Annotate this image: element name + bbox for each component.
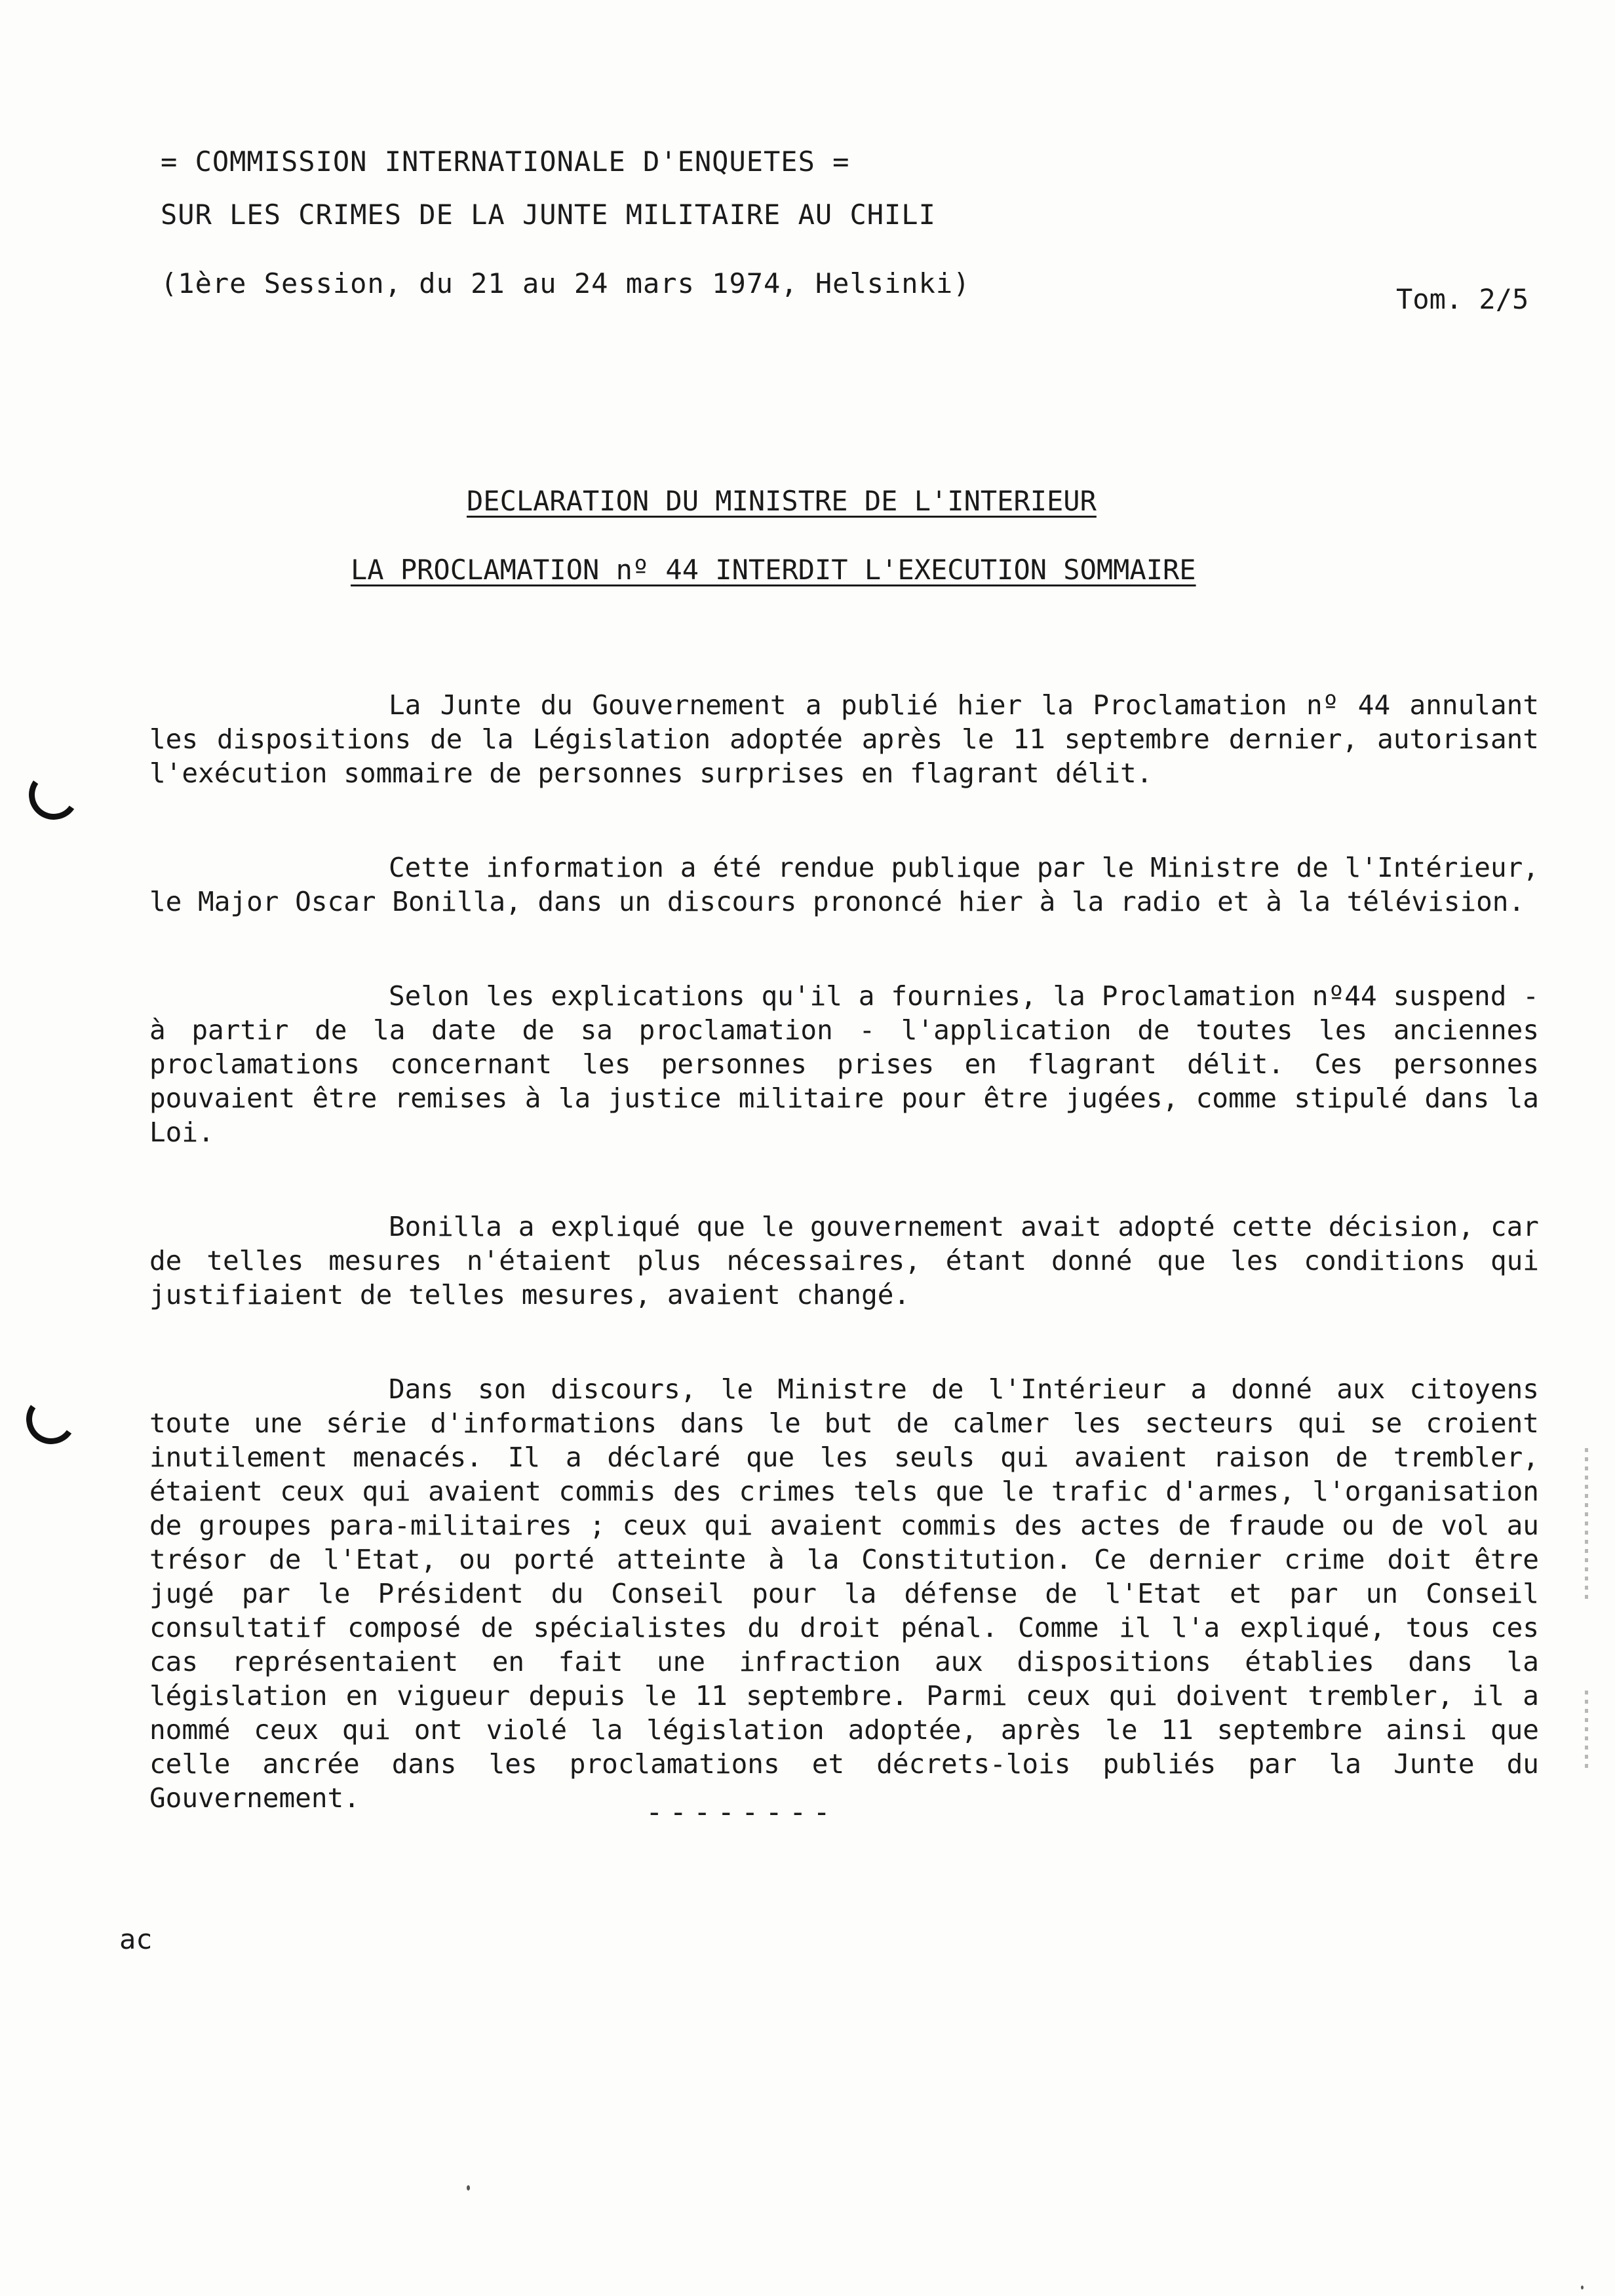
- header-line-2: SUR LES CRIMES DE LA JUNTE MILITAIRE AU CHILI: [161, 199, 936, 231]
- title-line-2: LA PROCLAMATION nº 44 INTERDIT L'EXECUTION SOMMAIRE: [351, 554, 1196, 586]
- closing-rule: --------: [646, 1795, 837, 1829]
- paragraph-3: Selon les explications qu'il a fournies, la Proclamation nº44 suspend - à partir de la date de sa proclamation - l'application de toutes les anciennes proclamations concernant les personnes prises en flagrant délit. Ces personnes pouvaient être remises à la justice militaire pour être jugées, comme stipulé dans la Loi.: [149, 980, 1539, 1148]
- body-text: [149, 688, 1539, 1875]
- typist-initials: ac: [119, 1923, 153, 1955]
- scan-edge-mark: [1585, 1691, 1588, 1769]
- paragraph-4: Bonilla a expliqué que le gouvernement avait adopté cette décision, car de telles mesures n'étaient plus nécessaires, étant donné que les conditions qui justifiaient de telles mesures, avaient changé.: [149, 1211, 1539, 1311]
- reference-number: Tom. 2/5: [1396, 283, 1529, 315]
- scan-edge-mark: [1585, 1448, 1588, 1599]
- punch-hole-mark-bottom: [22, 1390, 80, 1448]
- header-line-1: = COMMISSION INTERNATIONALE D'ENQUETES =: [161, 145, 850, 178]
- scan-speck: [467, 2185, 470, 2191]
- header-line-3: (1ère Session, du 21 au 24 mars 1974, Helsinki): [161, 267, 971, 299]
- paragraph-5: Dans son discours, le Ministre de l'Intérieur a donné aux citoyens toute une série d'informations dans le but de calmer les secteurs qui se croient inutilement menacés. Il a déclaré que les seuls qui avaient raison de trembler, étaient ceux qui avaient commis des crimes tels que le trafic d'armes, l'organisation de groupes para-militaires ; ceux qui avaient commis des actes de fraude ou de vol au trésor de l'Etat, ou porté atteinte à la Constitution. Ce dernier crime doit être jugé par le Président du Conseil pour la défense de l'Etat et par un Conseil consultatif composé de spécialistes du droit pénal. Comme il l'a expliqué, tous ces cas représentaient en fait une infraction aux dispositions établies dans la législation en vigueur depuis le 11 septembre. Parmi ceux qui doivent trembler, il a nommé ceux qui ont violé la législation adoptée, après le 11 septembre ainsi que celle ancrée dans les proclamations et décrets-lois publiés par la Junte du Gouvernement.: [149, 1373, 1539, 1814]
- scan-speck: [1581, 2286, 1584, 2289]
- title-line-1: DECLARATION DU MINISTRE DE L'INTERIEUR: [467, 485, 1097, 517]
- paragraph-1: La Junte du Gouvernement a publié hier la Proclamation nº 44 annulant les dispositions de la Législation adoptée après le 11 septembre dernier, autorisant l'exécution sommaire de personnes surprises en flagrant délit.: [149, 689, 1539, 789]
- paragraph-2: Cette information a été rendue publique par le Ministre de l'Intérieur, le Major Oscar Bonilla, dans un discours prononcé hier à la radio et à la télévision.: [149, 852, 1539, 917]
- punch-hole-mark-top: [25, 766, 83, 824]
